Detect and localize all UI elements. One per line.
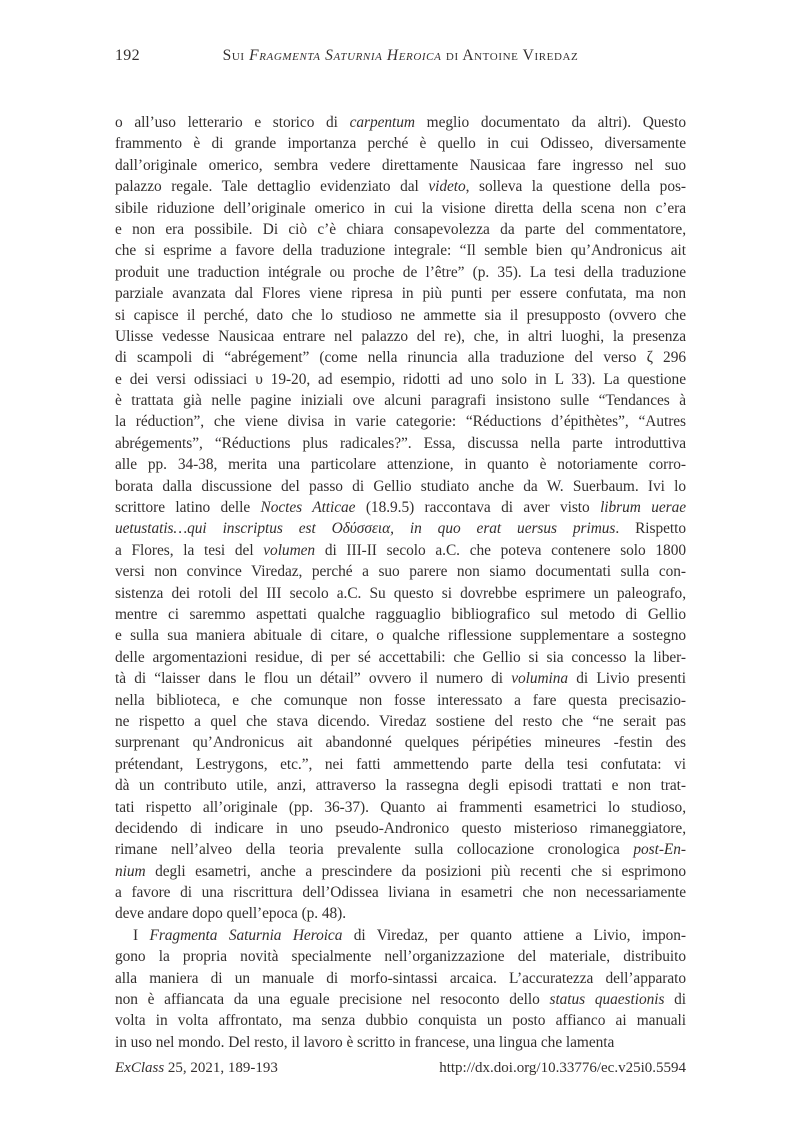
text-line: I Fragmenta Saturnia Heroica di Viredaz, per quanto attiene a Livio, impon- bbox=[133, 926, 687, 944]
doi-text: http://dx.doi.org/10.33776/ec.v25i0.5594 bbox=[439, 1060, 686, 1076]
text-line: prétendant, Lestrygons, etc.”, nei fatti ammettendo parte della tesi confutata: vi bbox=[115, 755, 686, 773]
text-line: scrittore latino delle Noctes Atticae (18.9.5) raccontava di aver visto librum uerae bbox=[115, 499, 686, 517]
text-line: tati rispetto all’originale (pp. 36-37). Quanto ai frammenti esametrici lo studioso, bbox=[115, 798, 686, 816]
text-line: la réduction”, che viene divisa in varie categorie: “Réductions d’épithètes”, “Autres bbox=[115, 413, 686, 431]
journal-citation bbox=[115, 1058, 278, 1078]
text-line: è trattata già nelle pagine iniziali ove alcuni paragrafi insistono sulle “Tendances à bbox=[115, 392, 686, 410]
text-line: di scampoli di “abrégement” (come nella rinuncia alla traduzione del verso ζ 296 bbox=[115, 349, 686, 367]
text-line: e non era possibile. Di ciò c’è chiara consapevolezza da parte del commentatore, bbox=[115, 220, 686, 238]
text-line: borata dalla discussione del passo di Gellio studiato anche da W. Suerbaum. Ivi lo bbox=[115, 477, 686, 495]
body-text bbox=[115, 112, 686, 1053]
text-line: rimane nell’alveo della teoria prevalente sulla collocazione cronologica post-En- bbox=[115, 841, 686, 859]
text-line: volta in volta affrontato, ma senza dubbio conquista un posto affianco ai manuali bbox=[115, 1012, 686, 1030]
text-line: in uso nel mondo. Del resto, il lavoro è scritto in francese, una lingua che lamenta bbox=[115, 1033, 615, 1051]
text-line: parziale avanzata dal Flores viene ripresa in più punti per essere confutata, ma non bbox=[115, 285, 686, 303]
text-line: surprenant qu’Andronicus ait abandonné quelques péripéties mineures -festin des bbox=[115, 734, 686, 752]
running-title bbox=[115, 46, 686, 66]
text-line: decidendo di indicare in uno pseudo-Andronico questo misterioso rimaneggiatore, bbox=[115, 819, 686, 837]
text-line: palazzo regale. Tale dettaglio evidenziato dal videto, solleva la questione della pos- bbox=[115, 178, 686, 196]
text-line: si capisce il perché, dato che lo studioso ne ammette sia il presupposto (ovvero che bbox=[115, 306, 686, 324]
text-line: uetustatis…qui inscriptus est Οδύσσεια, in quo erat uersus primus. Rispetto bbox=[115, 520, 686, 538]
running-header bbox=[115, 46, 686, 66]
text-line: alla maniera di un manuale di morfo-sintassi arcaica. L’accuratezza dell’apparato bbox=[115, 969, 686, 987]
page-footer bbox=[115, 1058, 686, 1078]
text-line: sibile riduzione dell’originale omerico in cui la visione diretta della scena non c’era bbox=[115, 199, 686, 217]
text-line: produit une traduction intégrale ou proche de l’être” (p. 35). La tesi della traduzione bbox=[115, 263, 686, 281]
text-line: abrégements”, “Réductions plus radicales?”. Essa, discussa nella parte introduttiva bbox=[115, 434, 686, 452]
text-line: frammento è di grande importanza perché è quello in cui Odisseo, diversamente bbox=[115, 135, 686, 153]
text-line: non è affiancata da una eguale precisione nel resoconto dello status quaestionis di bbox=[115, 991, 687, 1009]
text-line: sistenza dei rotoli del III secolo a.C. Su questo si dovrebbe esprimere un paleografo, bbox=[115, 584, 686, 602]
text-line: e dei versi odissiaci υ 19-20, ad esempio, ridotti ad uno solo in L 33). La questione bbox=[115, 370, 686, 388]
text-line: a favore di una riscrittura dell’Odissea liviana in esametri che non necessariamente bbox=[115, 884, 686, 902]
text-line: che si esprime a favore della traduzione integrale: “Il semble bien qu’Andronicus ait bbox=[115, 242, 686, 260]
citation-rest: 25, 2021, 189-193 bbox=[164, 1060, 278, 1076]
text-line: mentre ci saremmo aspettati qualche ragguaglio bibliografico sul metodo di Gellio bbox=[115, 605, 686, 623]
text-line: versi non convince Viredaz, perché a suo parere non siamo documentati sulla con- bbox=[115, 563, 686, 581]
text-line: delle argomentazioni residue, di per sé accettabili: che Gellio si sia concesso la liber- bbox=[115, 648, 686, 666]
text-line: tà di “laisser dans le flou un détail” ovvero il numero di volumina di Livio presenti bbox=[115, 670, 686, 688]
text-line: gono la propria novità specialmente nell’organizzazione del materiale, distribuito bbox=[115, 948, 686, 966]
text-line: e sulla sua maniera abituale di citare, o qualche riflessione supplementare a sostegno bbox=[115, 627, 686, 645]
text-line: ne rispetto a quel che stava dicendo. Viredaz sostiene del resto che “ne serait pas bbox=[115, 712, 686, 730]
text-line: dà un contributo utile, anzi, attraverso la rassegna degli episodi trattati e non trat- bbox=[115, 777, 686, 795]
text-line: nella biblioteca, e che comunque non fosse interessato a fare questa precisazio- bbox=[115, 691, 686, 709]
running-title-post: di Antoine Viredaz bbox=[441, 47, 579, 64]
text-line: nium degli esametri, anche a prescindere da posizioni più recenti che si esprimono bbox=[115, 862, 686, 880]
running-title-italic: Fragmenta Saturnia Heroica bbox=[249, 47, 442, 64]
journal-name: ExClass bbox=[115, 1060, 165, 1076]
text-line: alle pp. 34-38, merita una particolare attenzione, in quanto è notoriamente corro- bbox=[115, 456, 686, 474]
text-line: o all’uso letterario e storico di carpentum meglio documentato da altri). Questo bbox=[115, 114, 686, 131]
text-line: deve andare dopo quell’epoca (p. 48). bbox=[115, 905, 347, 923]
text-line: Ulisse vedesse Nausicaa entrare nel palazzo del re), che, in altri luoghi, la presenza bbox=[115, 327, 686, 345]
running-title-pre: Sui bbox=[222, 47, 250, 64]
text-line: dall’originale omerico, sembra vedere direttamente Nausicaa fare ingresso nel suo bbox=[115, 156, 686, 174]
text-line: a Flores, la tesi del volumen di III-II secolo a.C. che poteva contenere solo 1800 bbox=[115, 541, 686, 559]
page-number: 192 bbox=[115, 47, 140, 64]
